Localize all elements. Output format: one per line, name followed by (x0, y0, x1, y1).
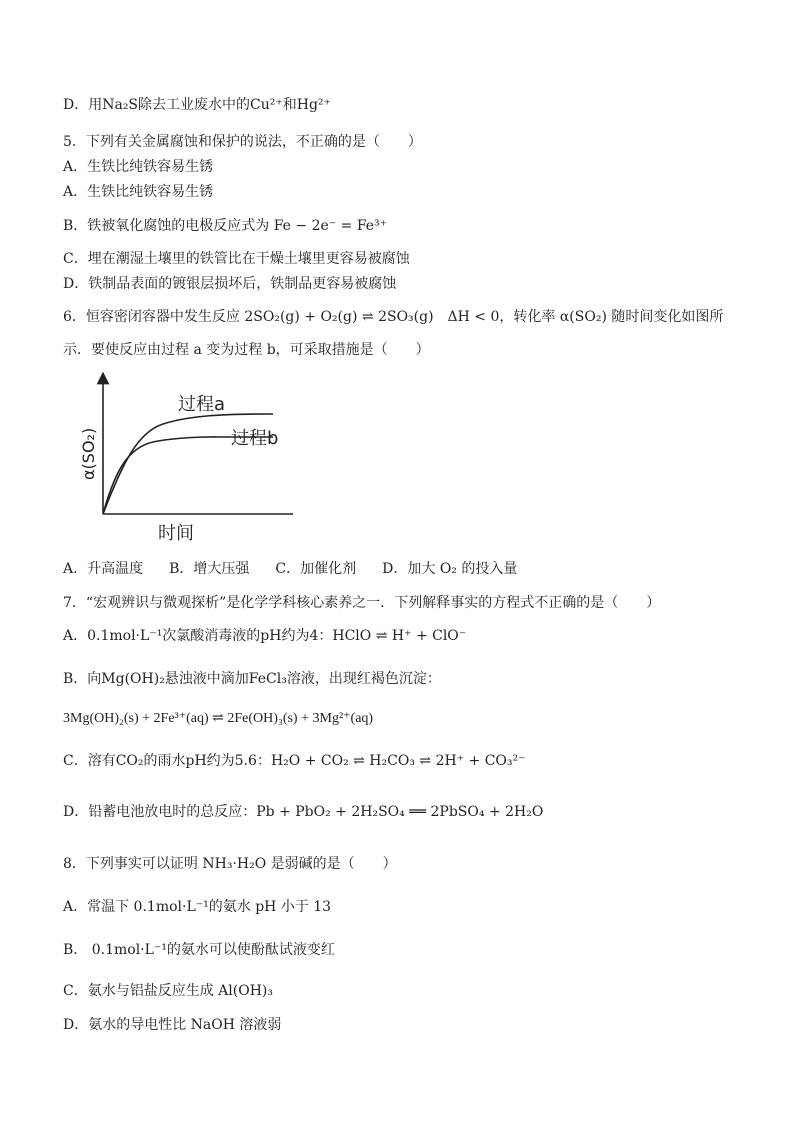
q8-option-d: D．氨水的导电性比 NaOH 溶液弱 (63, 1017, 282, 1033)
question-7-stem: 7．“宏观辨识与微观探析”是化学学科核心素养之一．下列解释事实的方程式不正确的是（ ） (63, 595, 661, 611)
q6-options (63, 560, 517, 578)
curve-a-label: 过程a (178, 394, 226, 415)
q5-option-d: D．铁制品表面的镀银层损坏后，铁制品更容易被腐蚀 (63, 276, 397, 292)
q4-option-d: D．用Na₂S除去工业废水中的Cu²⁺和Hg²⁺ (63, 97, 331, 113)
q5-option-a: A．生铁比纯铁容易生锈 (63, 159, 214, 175)
q7-option-a: A．0.1mol·L⁻¹次氯酸消毒液的pH约为4：HClO ⇌ H⁺ + ClO⁻ (63, 628, 467, 644)
q6-option-d: D．加大 O₂ 的投入量 (382, 561, 518, 577)
q8-option-b: B． 0.1mol·L⁻¹的氨水可以使酚酞试液变红 (63, 942, 335, 958)
curve-b-label: 过程b (231, 428, 279, 449)
q6-option-a: A．升高温度 (63, 561, 144, 577)
q8-option-c: C．氨水与铝盐反应生成 Al(OH)₃ (63, 983, 273, 999)
q5-option-b: B．铁被氧化腐蚀的电极反应式为 Fe − 2e⁻ = Fe³⁺ (63, 218, 388, 234)
question-6-stem-line1: 6．恒容密闭容器中发生反应 2SO₂(g) + O₂(g) ⇌ 2SO₃(g) ΔH < 0，转化率 α(SO₂) 随时间变化如图所 (63, 309, 724, 325)
conversion-time-graph (78, 372, 298, 544)
question-8-stem: 8．下列事实可以证明 NH₃·H₂O 是弱碱的是（ ） (63, 856, 397, 872)
y-axis-label: α(SO₂) (79, 427, 98, 480)
q6-option-b: B．增大压强 (169, 561, 250, 577)
q8-option-a: A．常温下 0.1mol·L⁻¹的氨水 pH 小于 13 (63, 899, 332, 915)
q5-option-c: C．埋在潮湿土壤里的铁管比在干燥土壤里更容易被腐蚀 (63, 251, 410, 267)
q7-option-b-equation: 3Mg(OH)₂(s) + 2Fe³⁺(aq) ⇌ 2Fe(OH)₃(s) + 3Mg²⁺(aq) (63, 711, 374, 726)
q5-option-a-repeat: A．生铁比纯铁容易生锈 (63, 184, 214, 200)
q6-option-c: C．加催化剂 (275, 561, 357, 577)
q7-option-b: B．向Mg(OH)₂悬浊液中滴加FeCl₃溶液，出现红褐色沉淀： (63, 671, 441, 687)
x-axis-label: 时间 (158, 523, 194, 544)
question-6-stem-line2: 示．要使反应由过程 a 变为过程 b，可采取措施是（ ） (63, 342, 430, 358)
q7-option-d: D．铅蓄电池放电时的总反应：Pb + PbO₂ + 2H₂SO₄ ══ 2PbSO₄ + 2H₂O (63, 804, 544, 820)
question-5-stem: 5．下列有关金属腐蚀和保护的说法，不正确的是（ ） (63, 134, 422, 150)
q7-option-c: C．溶有CO₂的雨水pH约为5.6：H₂O + CO₂ ⇌ H₂CO₃ ⇌ 2H⁺ + CO₃²⁻ (63, 753, 526, 769)
